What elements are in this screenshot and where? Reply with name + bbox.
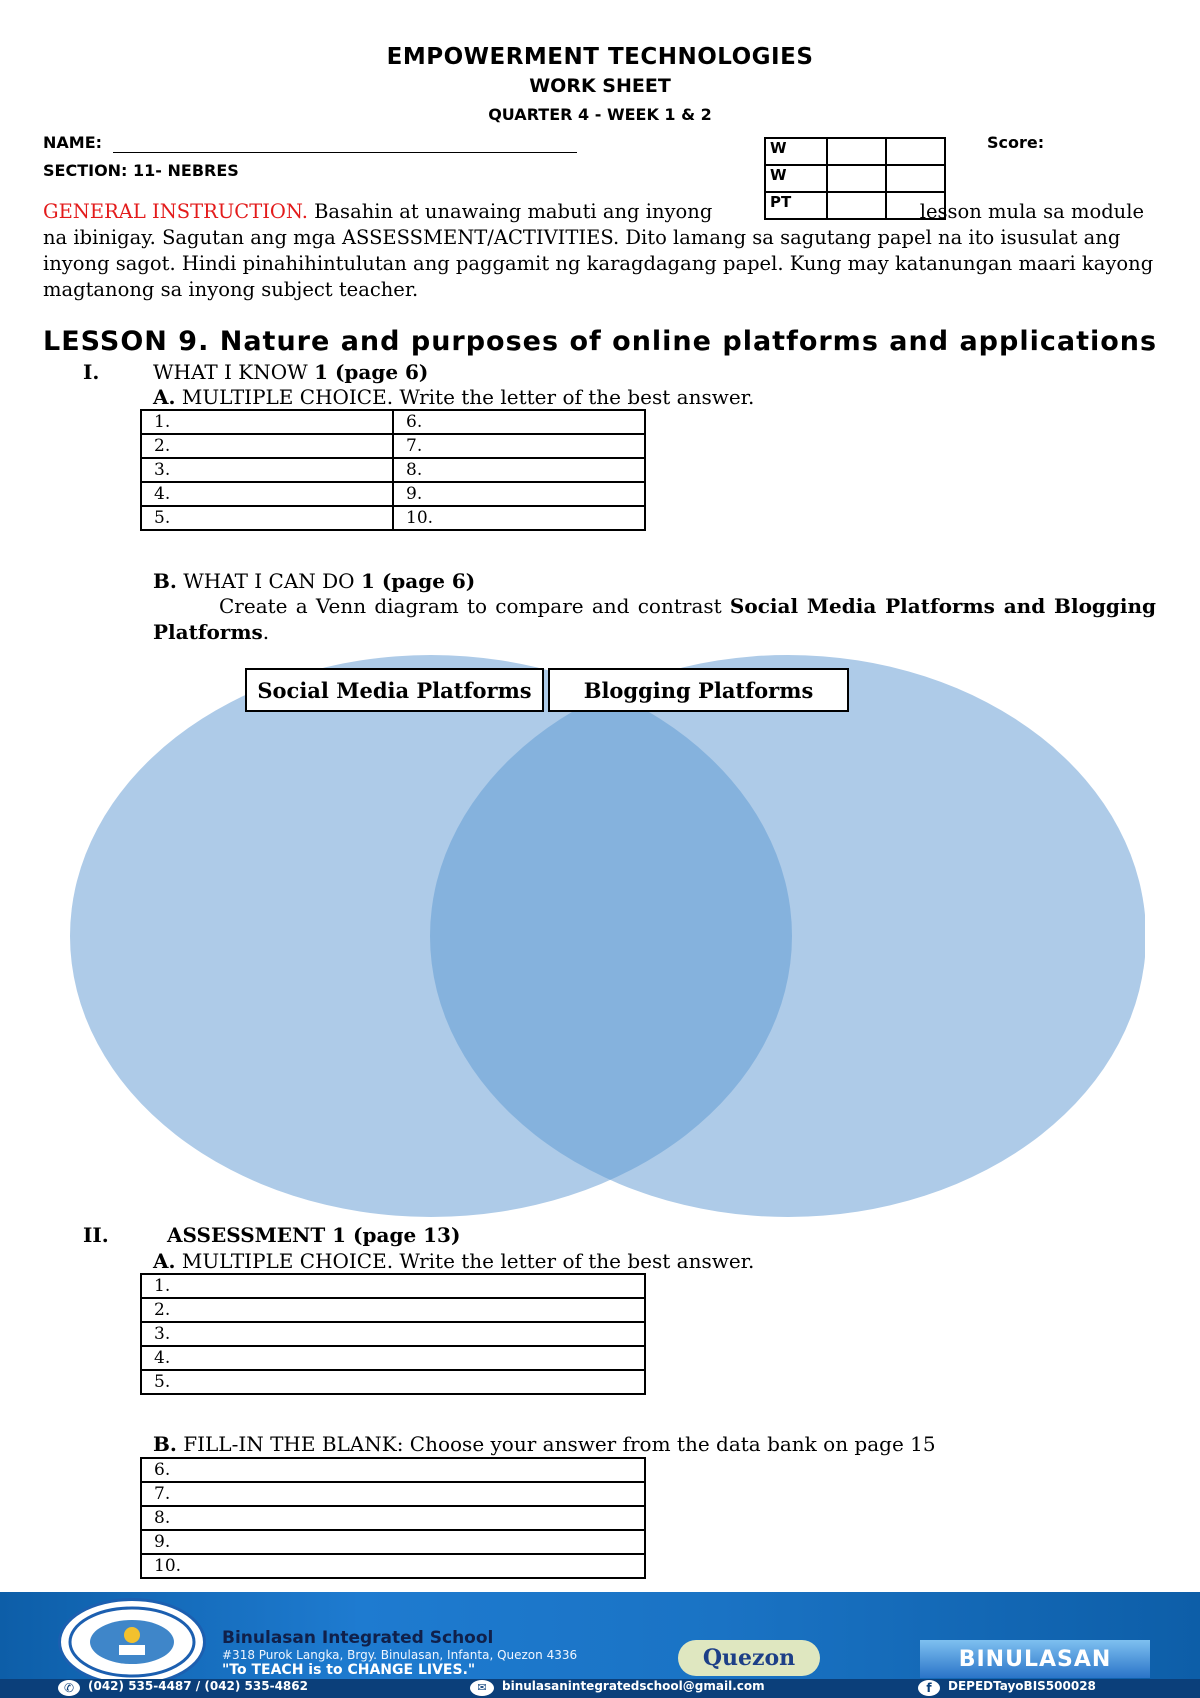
answer-cell[interactable]: 4. <box>141 482 393 506</box>
table-row <box>141 506 645 530</box>
score-row-label: PT <box>765 192 827 219</box>
part1-heading <box>153 360 428 384</box>
venn-diagram <box>70 654 1145 1219</box>
part2-a-letter: A. <box>153 1249 176 1273</box>
score-cell[interactable] <box>827 165 886 192</box>
part2-a-instruction <box>153 1249 754 1273</box>
score-row <box>765 165 945 192</box>
score-cell[interactable] <box>886 138 945 165</box>
table-row <box>141 1482 645 1506</box>
footer-address: #318 Purok Langka, Brgy. Binulasan, Infanta, Quezon 4336 <box>222 1648 578 1662</box>
worksheet-subtitle: WORK SHEET <box>529 75 671 97</box>
table-row <box>141 482 645 506</box>
part1-b-page: 1 (page 6) <box>360 569 476 593</box>
part1-heading-text: WHAT I KNOW <box>153 360 315 384</box>
binulasan-school-photo: BINULASAN <box>920 1640 1150 1678</box>
part2-a-answer-table <box>140 1273 646 1395</box>
part1-heading-page: 1 (page 6) <box>314 360 429 384</box>
table-row <box>141 1322 645 1346</box>
answer-cell[interactable]: 10. <box>393 506 645 530</box>
part1-a-instruction <box>153 385 754 409</box>
part2-heading-page: 1 (page 13) <box>332 1223 461 1247</box>
part2-b-letter: B. <box>153 1432 177 1456</box>
answer-cell[interactable]: 7. <box>393 434 645 458</box>
score-cell[interactable] <box>886 165 945 192</box>
table-row <box>141 434 645 458</box>
part2-b-answer-table <box>140 1457 646 1579</box>
venn-instruction <box>153 593 1156 645</box>
footer-phone: (042) 535-4487 / (042) 535-4862 <box>88 1679 308 1693</box>
score-cell[interactable] <box>827 138 886 165</box>
footer-school-name: Binulasan Integrated School <box>222 1628 494 1648</box>
score-row-label: W <box>765 138 827 165</box>
table-row <box>141 1506 645 1530</box>
answer-cell[interactable]: 2. <box>141 1298 645 1322</box>
answer-cell[interactable]: 8. <box>393 458 645 482</box>
footer-motto: "To TEACH is to CHANGE LIVES." <box>222 1662 476 1678</box>
answer-cell[interactable]: 4. <box>141 1346 645 1370</box>
facebook-icon: f <box>918 1680 940 1696</box>
general-instruction <box>43 199 1158 303</box>
answer-cell[interactable]: 10. <box>141 1554 645 1578</box>
part1-b-text: WHAT I CAN DO <box>176 569 361 593</box>
answer-cell[interactable]: 5. <box>141 506 393 530</box>
footer-facebook[interactable]: DEPEDTayoBIS500028 <box>948 1679 1096 1693</box>
table-row <box>141 1554 645 1578</box>
footer-email[interactable]: binulasanintegratedschool@gmail.com <box>502 1679 765 1693</box>
table-row <box>141 410 645 434</box>
part2-b-text: FILL-IN THE BLANK: Choose your answer from the data bank on page 15 <box>176 1432 936 1456</box>
name-label: NAME: <box>43 133 103 152</box>
answer-cell[interactable]: 3. <box>141 1322 645 1346</box>
part1-a-letter: A. <box>153 385 176 409</box>
answer-cell[interactable]: 6. <box>393 410 645 434</box>
part2-heading-text: ASSESSMENT <box>167 1223 333 1247</box>
instruction-text-2: lesson mula sa module na ibinigay. Sagutan ang mga ASSESSMENT/ACTIVITIES. Dito lamang sa sagutang papel na ito isusulat ang inyong sagot. Hindi pinahihintulutan ang paggamit ng karagdagang papel. Kung may katanungan maari kayong magtanong sa inyong subject teacher. <box>43 200 1154 301</box>
part2-heading <box>167 1223 460 1247</box>
score-row-label: W <box>765 165 827 192</box>
table-row <box>141 1346 645 1370</box>
part1-b-letter: B. <box>153 569 177 593</box>
part1-roman: I. <box>83 360 100 384</box>
venn-label-blogging: Blogging Platforms <box>548 668 849 712</box>
section-label: SECTION: 11- NEBRES <box>43 161 239 180</box>
answer-cell[interactable]: 2. <box>141 434 393 458</box>
answer-cell[interactable]: 9. <box>141 1530 645 1554</box>
answer-cell[interactable]: 9. <box>393 482 645 506</box>
score-row <box>765 138 945 165</box>
table-row <box>141 1298 645 1322</box>
name-field-line[interactable] <box>113 152 577 153</box>
venn-instruction-topic: Social Media Platforms and Blogging Platforms <box>153 594 1156 644</box>
instruction-lead: GENERAL INSTRUCTION. <box>43 200 308 223</box>
venn-label-social-media: Social Media Platforms <box>245 668 544 712</box>
part1-a-text: MULTIPLE CHOICE. Write the letter of the best answer. <box>175 385 755 409</box>
table-row <box>141 458 645 482</box>
answer-cell[interactable]: 7. <box>141 1482 645 1506</box>
school-seal-logo <box>58 1598 206 1686</box>
table-row <box>141 1370 645 1394</box>
answer-cell[interactable]: 3. <box>141 458 393 482</box>
lesson-title: LESSON 9. Nature and purposes of online platforms and applications <box>43 326 1158 357</box>
table-row <box>141 1458 645 1482</box>
worksheet-title: EMPOWERMENT TECHNOLOGIES <box>386 44 814 70</box>
answer-cell[interactable]: 1. <box>141 1274 645 1298</box>
quarter-label: QUARTER 4 - WEEK 1 & 2 <box>488 105 712 124</box>
instruction-text-1: Basahin at unawaing mabuti ang inyong <box>307 200 719 223</box>
part1-b-heading <box>153 569 475 593</box>
score-label: Score: <box>987 133 1045 152</box>
answer-cell[interactable]: 5. <box>141 1370 645 1394</box>
quezon-logo: Quezon <box>678 1640 820 1676</box>
table-row <box>141 1274 645 1298</box>
phone-icon: ✆ <box>58 1680 80 1696</box>
venn-instruction-text: Create a Venn diagram to compare and contrast <box>219 594 730 618</box>
answer-cell[interactable]: 8. <box>141 1506 645 1530</box>
answer-cell[interactable]: 6. <box>141 1458 645 1482</box>
part2-roman: II. <box>83 1223 109 1247</box>
answer-cell[interactable]: 1. <box>141 410 393 434</box>
part2-b-instruction <box>153 1432 936 1456</box>
venn-instruction-end: . <box>262 620 270 644</box>
part1-answer-table <box>140 409 646 531</box>
table-row <box>141 1530 645 1554</box>
part2-a-text: MULTIPLE CHOICE. Write the letter of the best answer. <box>175 1249 755 1273</box>
email-icon: ✉ <box>470 1680 494 1696</box>
